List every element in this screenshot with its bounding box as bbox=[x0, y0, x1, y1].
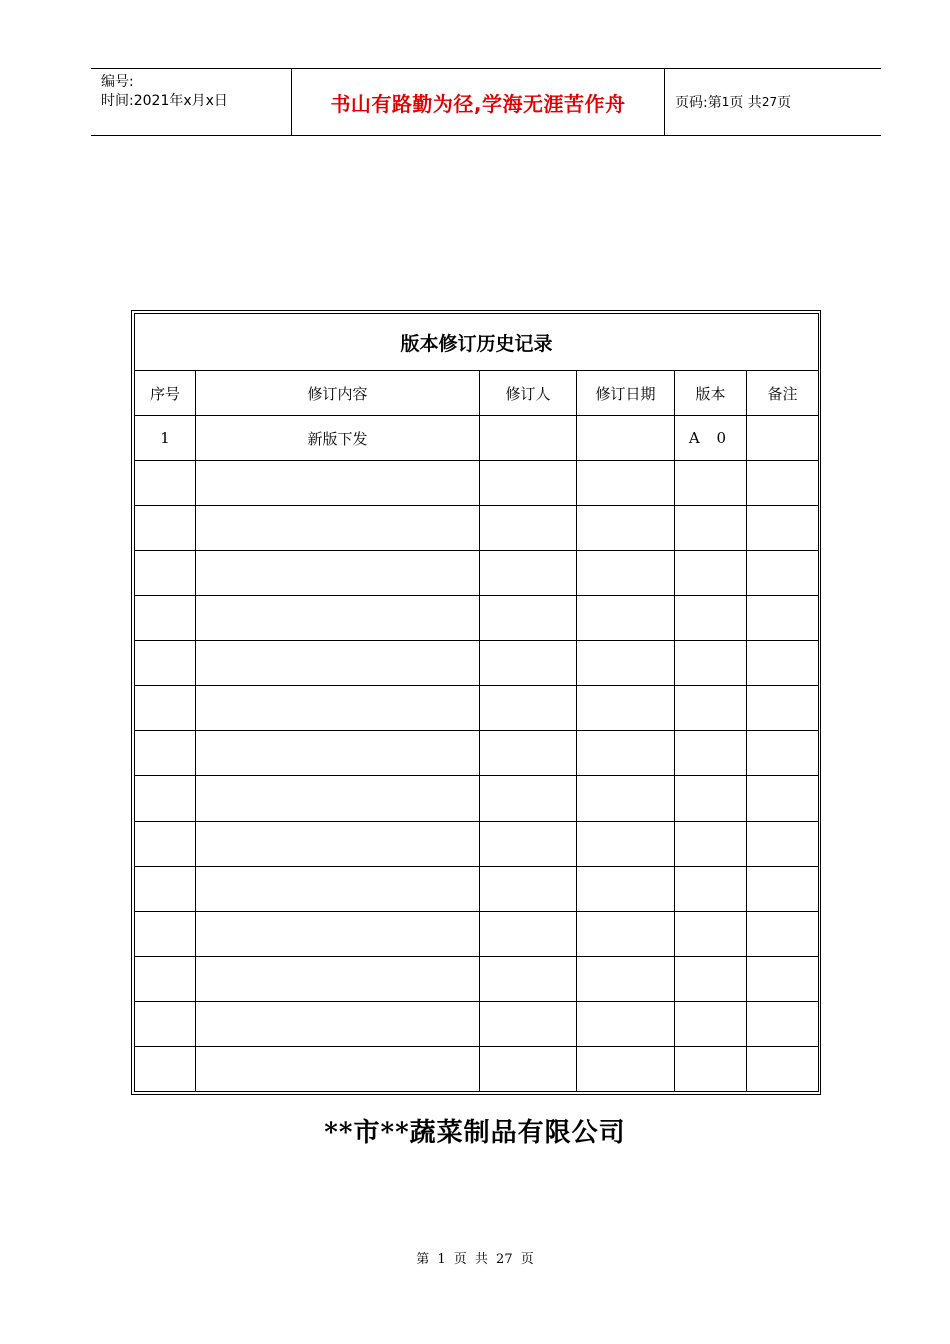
cell-seq bbox=[135, 1046, 196, 1091]
cell-seq bbox=[135, 956, 196, 1001]
cell-date bbox=[577, 821, 675, 866]
cell-version bbox=[675, 686, 747, 731]
cell-remarks bbox=[747, 641, 819, 686]
cell-date bbox=[577, 461, 675, 506]
cell-version bbox=[675, 461, 747, 506]
table-row bbox=[135, 686, 819, 731]
cell-version bbox=[675, 1001, 747, 1046]
cell-date bbox=[577, 731, 675, 776]
cell-version bbox=[675, 641, 747, 686]
table-header-row bbox=[135, 371, 819, 416]
cell-version: A 0 bbox=[675, 416, 747, 461]
cell-content bbox=[196, 776, 480, 821]
cell-version bbox=[675, 821, 747, 866]
cell-date bbox=[577, 776, 675, 821]
cell-date bbox=[577, 866, 675, 911]
cell-version bbox=[675, 911, 747, 956]
cell-content bbox=[196, 596, 480, 641]
page-suffix: 页 bbox=[777, 95, 792, 111]
cell-remarks bbox=[747, 956, 819, 1001]
cell-reviser bbox=[480, 416, 577, 461]
cell-date bbox=[577, 551, 675, 596]
table-row bbox=[135, 641, 819, 686]
cell-content bbox=[196, 506, 480, 551]
motto-text: 书山有路勤为径,学海无涯苦作舟 bbox=[330, 91, 626, 116]
cell-content bbox=[196, 956, 480, 1001]
cell-seq bbox=[135, 641, 196, 686]
page-header bbox=[91, 68, 881, 136]
cell-seq bbox=[135, 821, 196, 866]
page-prefix: 页码:第 bbox=[675, 95, 722, 111]
cell-version bbox=[675, 731, 747, 776]
table-row bbox=[135, 506, 819, 551]
cell-version bbox=[675, 506, 747, 551]
cell-remarks bbox=[747, 506, 819, 551]
cell-version bbox=[675, 596, 747, 641]
column-header-version: 版本 bbox=[675, 371, 747, 416]
cell-reviser bbox=[480, 911, 577, 956]
header-info-cell bbox=[91, 69, 292, 135]
table-row bbox=[135, 461, 819, 506]
cell-seq bbox=[135, 506, 196, 551]
revision-history-table bbox=[134, 313, 819, 1092]
cell-content bbox=[196, 461, 480, 506]
cell-remarks bbox=[747, 416, 819, 461]
cell-remarks bbox=[747, 1001, 819, 1046]
cell-date bbox=[577, 1046, 675, 1091]
cell-version bbox=[675, 956, 747, 1001]
cell-content bbox=[196, 1046, 480, 1091]
table-row bbox=[135, 551, 819, 596]
cell-remarks bbox=[747, 1046, 819, 1091]
cell-seq bbox=[135, 911, 196, 956]
cell-remarks bbox=[747, 596, 819, 641]
cell-reviser bbox=[480, 461, 577, 506]
cell-version bbox=[675, 776, 747, 821]
cell-content bbox=[196, 911, 480, 956]
column-header-seq: 序号 bbox=[135, 371, 196, 416]
cell-remarks bbox=[747, 461, 819, 506]
column-header-remarks: 备注 bbox=[747, 371, 819, 416]
cell-content bbox=[196, 821, 480, 866]
table-row bbox=[135, 731, 819, 776]
table-row bbox=[135, 776, 819, 821]
cell-remarks bbox=[747, 776, 819, 821]
cell-seq: 1 bbox=[135, 416, 196, 461]
cell-reviser bbox=[480, 1001, 577, 1046]
column-header-reviser: 修订人 bbox=[480, 371, 577, 416]
revision-table-frame bbox=[131, 310, 821, 1095]
cell-seq bbox=[135, 866, 196, 911]
cell-content bbox=[196, 641, 480, 686]
cell-reviser bbox=[480, 776, 577, 821]
cell-seq bbox=[135, 776, 196, 821]
cell-reviser bbox=[480, 596, 577, 641]
cell-content bbox=[196, 1001, 480, 1046]
table-row bbox=[135, 866, 819, 911]
cell-seq bbox=[135, 461, 196, 506]
cell-reviser bbox=[480, 1046, 577, 1091]
cell-reviser bbox=[480, 506, 577, 551]
cell-remarks bbox=[747, 686, 819, 731]
table-title: 版本修订历史记录 bbox=[135, 314, 819, 371]
table-row bbox=[135, 821, 819, 866]
cell-seq bbox=[135, 731, 196, 776]
table-row bbox=[135, 416, 819, 461]
table-row bbox=[135, 911, 819, 956]
cell-content bbox=[196, 866, 480, 911]
cell-date bbox=[577, 911, 675, 956]
cell-reviser bbox=[480, 956, 577, 1001]
cell-seq bbox=[135, 686, 196, 731]
cell-reviser bbox=[480, 551, 577, 596]
cell-content bbox=[196, 551, 480, 596]
cell-remarks bbox=[747, 821, 819, 866]
cell-remarks bbox=[747, 866, 819, 911]
column-header-date: 修订日期 bbox=[577, 371, 675, 416]
header-page-cell bbox=[665, 69, 881, 135]
page-total: 27 bbox=[761, 95, 778, 109]
page-mid: 页 共 bbox=[729, 95, 762, 111]
cell-content bbox=[196, 731, 480, 776]
header-motto-cell bbox=[292, 69, 665, 135]
cell-reviser bbox=[480, 866, 577, 911]
time-label: 时间:2021年x月x日 bbox=[101, 93, 228, 109]
cell-seq bbox=[135, 551, 196, 596]
table-row bbox=[135, 956, 819, 1001]
cell-content: 新版下发 bbox=[196, 416, 480, 461]
cell-content bbox=[196, 686, 480, 731]
cell-date bbox=[577, 506, 675, 551]
cell-remarks bbox=[747, 731, 819, 776]
cell-version bbox=[675, 551, 747, 596]
cell-date bbox=[577, 641, 675, 686]
cell-reviser bbox=[480, 641, 577, 686]
column-header-content: 修订内容 bbox=[196, 371, 480, 416]
company-name: **市**蔬菜制品有限公司 bbox=[324, 1118, 626, 1148]
cell-version bbox=[675, 1046, 747, 1091]
cell-date bbox=[577, 956, 675, 1001]
table-row bbox=[135, 1046, 819, 1091]
cell-seq bbox=[135, 1001, 196, 1046]
cell-date bbox=[577, 596, 675, 641]
cell-reviser bbox=[480, 686, 577, 731]
serial-number-label: 编号: bbox=[101, 74, 134, 90]
cell-remarks bbox=[747, 551, 819, 596]
cell-reviser bbox=[480, 731, 577, 776]
cell-date bbox=[577, 1001, 675, 1046]
page-current: 1 bbox=[721, 95, 730, 109]
table-row bbox=[135, 1001, 819, 1046]
cell-version bbox=[675, 866, 747, 911]
cell-date bbox=[577, 416, 675, 461]
cell-seq bbox=[135, 596, 196, 641]
cell-date bbox=[577, 686, 675, 731]
cell-reviser bbox=[480, 821, 577, 866]
page-footer: 第 1 页 共 27 页 bbox=[416, 1252, 534, 1267]
table-row bbox=[135, 596, 819, 641]
cell-remarks bbox=[747, 911, 819, 956]
